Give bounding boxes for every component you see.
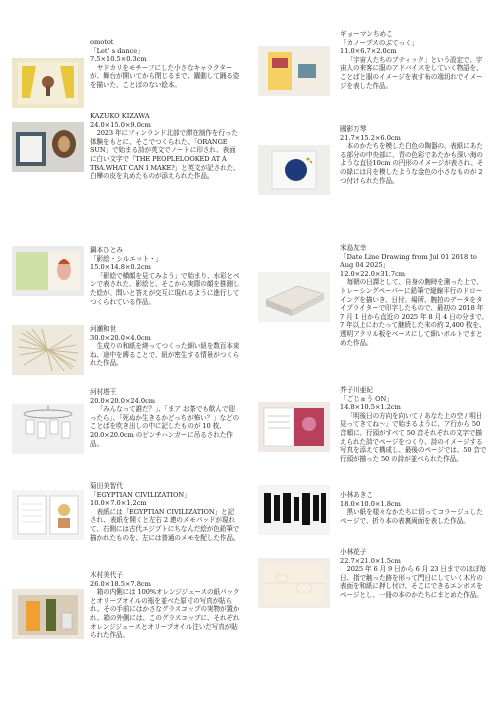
entry-text — [340, 244, 488, 347]
work-description: 表紙には「EGYPTIAN CIVILIZATION」と記され、表紙を開くと左右 2 連のメモパッドが現れて、右側には古代エジプトにちなんだ絵が色鉛筆で描かれたものを、左には普通のメモを配した作品。 — [90, 507, 240, 542]
box-bottles-icon — [12, 589, 84, 639]
birch-bark-icon — [12, 122, 84, 172]
ceramic-book-icon — [258, 145, 330, 195]
entry-text — [340, 125, 488, 185]
artist-name: ギョーマンちめこ — [340, 30, 393, 38]
work-title: 「ごじゅう ON」 — [340, 394, 393, 403]
work-size: 7.5×10.5×0.3cm — [90, 55, 147, 64]
work-title: 「カノープスのぶてっく」 — [340, 38, 419, 47]
entry-text — [90, 571, 240, 640]
work-size: 11.0×6.7×2.0cm — [340, 47, 397, 56]
work-size: 30.0×20.0×4.0cm — [90, 333, 151, 342]
paper-stack-icon — [258, 272, 330, 322]
entry-text — [90, 325, 240, 368]
work-title: 「Date Line Drawing from Jul 01 2018 to Aug 04 2025」 — [340, 252, 477, 270]
artist-name: 米島友幸 — [340, 244, 367, 252]
artist-name: 芥子川亜紀 — [340, 386, 373, 394]
work-description: 毎朝の日課として、自身の腕時を測った上で、トレーシングペーパーに鉛筆で縦線平行のドローイングを描いき、日付、場所、腕拍のデータをタイプライターで印字したもので、最初の 2018 年 7 月 1 日から直近の 2025 年 8 月 4 日の分まで、7 年以上にわたって継続した末の約 2,400 枚を、透明アクリル板をベースにして細いボルトでまとめた作品。 — [340, 278, 488, 347]
embossed-paper-icon — [258, 558, 330, 608]
work-description: 2025 年 6 月 9 日から 6 月 23 日までのほぼ毎日、指で触った跡を形って門日にしていく木片の表面を和紙に押し付け、そこにできるエンボスをページとし、一冊の本のかたちにまとめた作品。 — [340, 565, 486, 599]
artist-name: 木村美代子 — [90, 571, 123, 579]
work-description: 「みんなって誰だ？」、「まア お茶でも飲んで迎ったら」、「死ぬか生きるかどっちが怖い？」などのことばを吹き出しの中に記したものが 10 枚、20.0×20.0cm のピンチハンガーに吊るされた作品。 — [90, 405, 240, 448]
work-description: 「宇宙人たちのブティック」という設定で、宇宙人の来客に服のアドバイスをしていく物語を、ことばと服のイメージを表す布の端切れでイメージを表した作品。 — [340, 55, 483, 90]
work-description: 「影絵で横顔を見てみよう」で始まり、水彩とペンで表された、影絵と、そこから実際の顔を推測した絵が、問いと答えが交互に現れるように進行してつくられている作品。 — [90, 271, 240, 306]
work-size: 10.0×7.0×1.2cm — [90, 499, 147, 508]
work-size: 18.0×10.0×1.8cm — [340, 499, 401, 508]
work-description: 「明後日の方向を向いて / あなた上の空 / 明日見ってきてね〜」で始まるように、ア行から 50 音順に、行頭がすべて 50 音それぞれの文字で揃えられた詩でページをつくり、詩のイメージする写真を添えて構成し、最後のページでは、50 音で行頭が揃った 50 の詩が並べられた作品。 — [340, 411, 487, 463]
entry-text — [90, 112, 240, 181]
work-size: 26.0×18.5×7.8cm — [90, 579, 151, 588]
work-size: 24.0×15.0×9.0cm — [90, 120, 151, 129]
entry-text — [340, 491, 488, 525]
work-description: 生成りの和紙を縒ってつくった細い紐を数百本束ね、途中を縛ることで、紐が密生する情景がつくられた作品。 — [90, 342, 240, 368]
artist-name: 小林あきこ — [340, 491, 373, 499]
work-size: 22.7×21.0×1.5cm — [340, 556, 401, 565]
artist-name: 鍋本ひとみ — [90, 246, 123, 254]
artist-name: 河瀬和世 — [90, 325, 117, 333]
work-title: 「EGYPTIAN CIVILIZATION」 — [90, 490, 191, 499]
photo-book-icon — [258, 402, 330, 452]
artist-name: 小林花子 — [340, 548, 367, 556]
artist-name: 河村塔王 — [90, 388, 117, 396]
work-size: 20.0×20.0×24.0cm — [90, 396, 156, 405]
work-description: 黒い紙を様々なかたちに切ってコラージュしたページで、折り本の表裏両面を表した作品。 — [340, 508, 483, 525]
work-size: 12.0×22.0×31.7cm — [340, 269, 406, 278]
picture-book-icon — [12, 58, 84, 108]
artist-name: omotot — [90, 38, 114, 46]
memo-pad-icon — [12, 490, 84, 540]
work-description: 2023 年にフィンランド北部で滞在制作を行った体験をもとに、そこでつくられた、「ORANGE SUN」で始まる詩が英文でノートに印され、表面に白い文字で「THE PEOPLELOOKED AT A TBA.WHAT CAN I MAKE?」と英文が記された、白樺の皮を丸めたものが添えられた作品。 — [90, 129, 240, 181]
open-book-icon — [12, 246, 84, 296]
work-size: 15.0×14.8×0.2cm — [90, 263, 151, 272]
artist-name: KAZUKO KIZAWA — [90, 112, 150, 120]
work-description: 箱の内側には 100%オレンジジュースの紙パックとオリーブオイルの瓶を並べた原寸の写真が貼られ、その手前にはかさなグラスコップの実物が置かれ、箱の外側には、このグラスコップに、それぞれオレンジジュースとオリーブオイル注いだ写真が貼られた作品。 — [90, 588, 240, 640]
work-size: 14.8×10.5×1.2cm — [340, 403, 401, 412]
entry-text — [90, 38, 240, 90]
work-title: 「影絵・シルエット・」 — [90, 254, 163, 263]
pinch-hanger-icon — [12, 404, 84, 454]
work-description: ヤドカリをモチーフにした小さなキャラクターが、舞台が開いてから閉じるまで、躍動して踊る姿を描いた、ことばのない絵本。 — [90, 63, 240, 89]
work-description: 本のかたちを模した白色の陶器の、表紙にあたる部分の中央部に、青の色彩であたかも深い海のような直径10cm の円形のイメージが表され、その緑には月を模したような金色の小さなものが 2 つ付けられた作品。 — [340, 142, 484, 185]
entry-text — [340, 548, 488, 600]
entry-text — [90, 246, 240, 306]
fabric-book-icon — [258, 46, 330, 96]
entry-text — [90, 388, 240, 448]
entry-text — [340, 30, 488, 90]
paper-string-icon — [12, 325, 84, 375]
artist-name: 菊田美智代 — [90, 482, 123, 490]
work-title: 「Let’ s dance」 — [90, 46, 144, 55]
entry-text — [340, 386, 488, 463]
artist-name: 國影万琴 — [340, 125, 367, 133]
entry-text — [90, 482, 240, 542]
work-size: 21.7×15.2×6.0cm — [340, 133, 401, 142]
folding-book-icon — [258, 485, 330, 535]
